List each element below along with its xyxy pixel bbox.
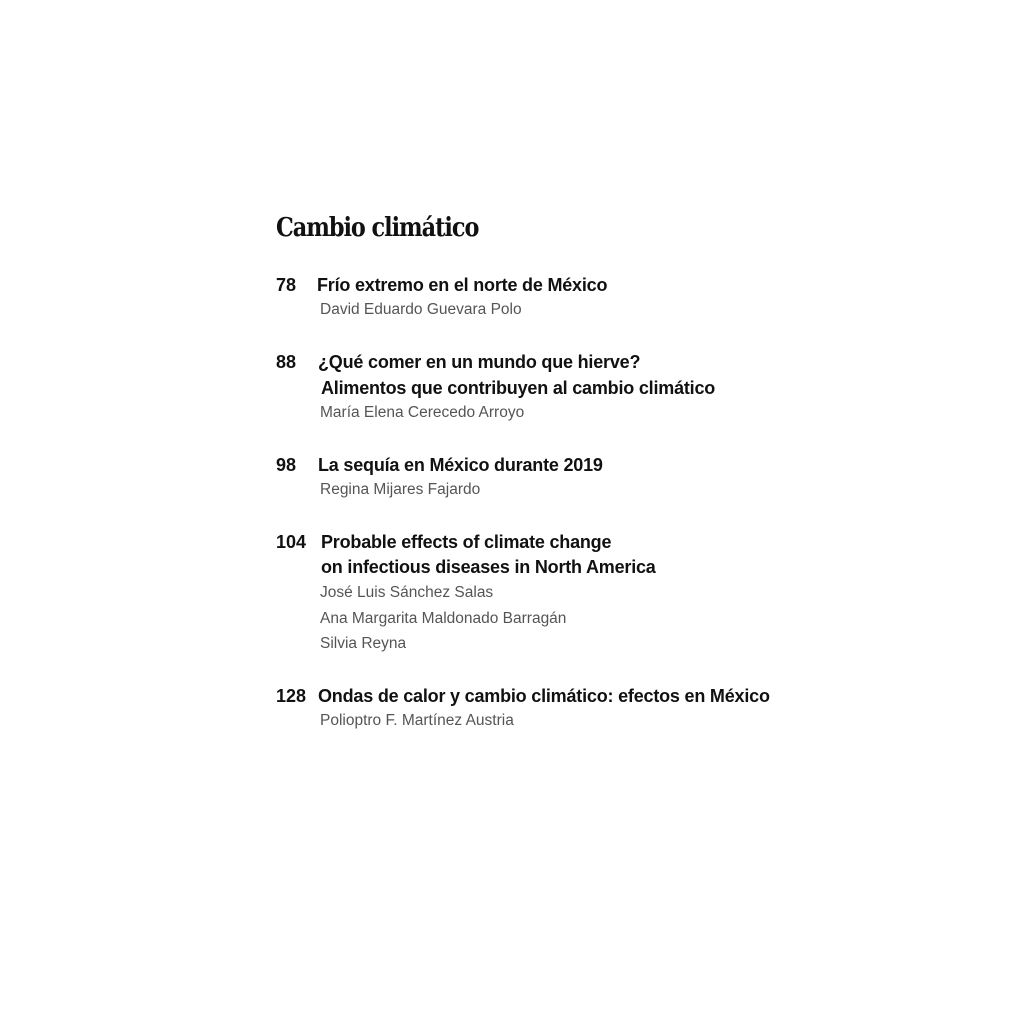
article-title: Probable effects of climate change bbox=[321, 532, 612, 552]
article-author: David Eduardo Guevara Polo bbox=[320, 301, 522, 318]
section-title: Cambio climático bbox=[276, 213, 479, 243]
article-title-continued: on infectious diseases in North America bbox=[321, 557, 656, 577]
page-number: 98 bbox=[276, 455, 297, 475]
article-author: María Elena Cerecedo Arroyo bbox=[320, 404, 525, 421]
article-title-continued: Alimentos que contribuyen al cambio climático bbox=[321, 378, 716, 398]
page-number: 78 bbox=[276, 275, 297, 295]
page-number: 104 bbox=[276, 532, 307, 552]
article-title: Ondas de calor y cambio climático: efectos en México bbox=[318, 686, 770, 706]
page-number: 88 bbox=[276, 352, 297, 372]
article-author: Regina Mijares Fajardo bbox=[320, 481, 481, 498]
article-author: Polioptro F. Martínez Austria bbox=[320, 712, 514, 729]
article-author: Silvia Reyna bbox=[320, 635, 407, 652]
article-author: José Luis Sánchez Salas bbox=[320, 584, 494, 601]
article-title: La sequía en México durante 2019 bbox=[318, 455, 603, 475]
article-author: Ana Margarita Maldonado Barragán bbox=[320, 610, 567, 627]
article-title: Frío extremo en el norte de México bbox=[317, 275, 608, 295]
page-number: 128 bbox=[276, 686, 307, 706]
article-title: ¿Qué comer en un mundo que hierve? bbox=[318, 352, 641, 372]
